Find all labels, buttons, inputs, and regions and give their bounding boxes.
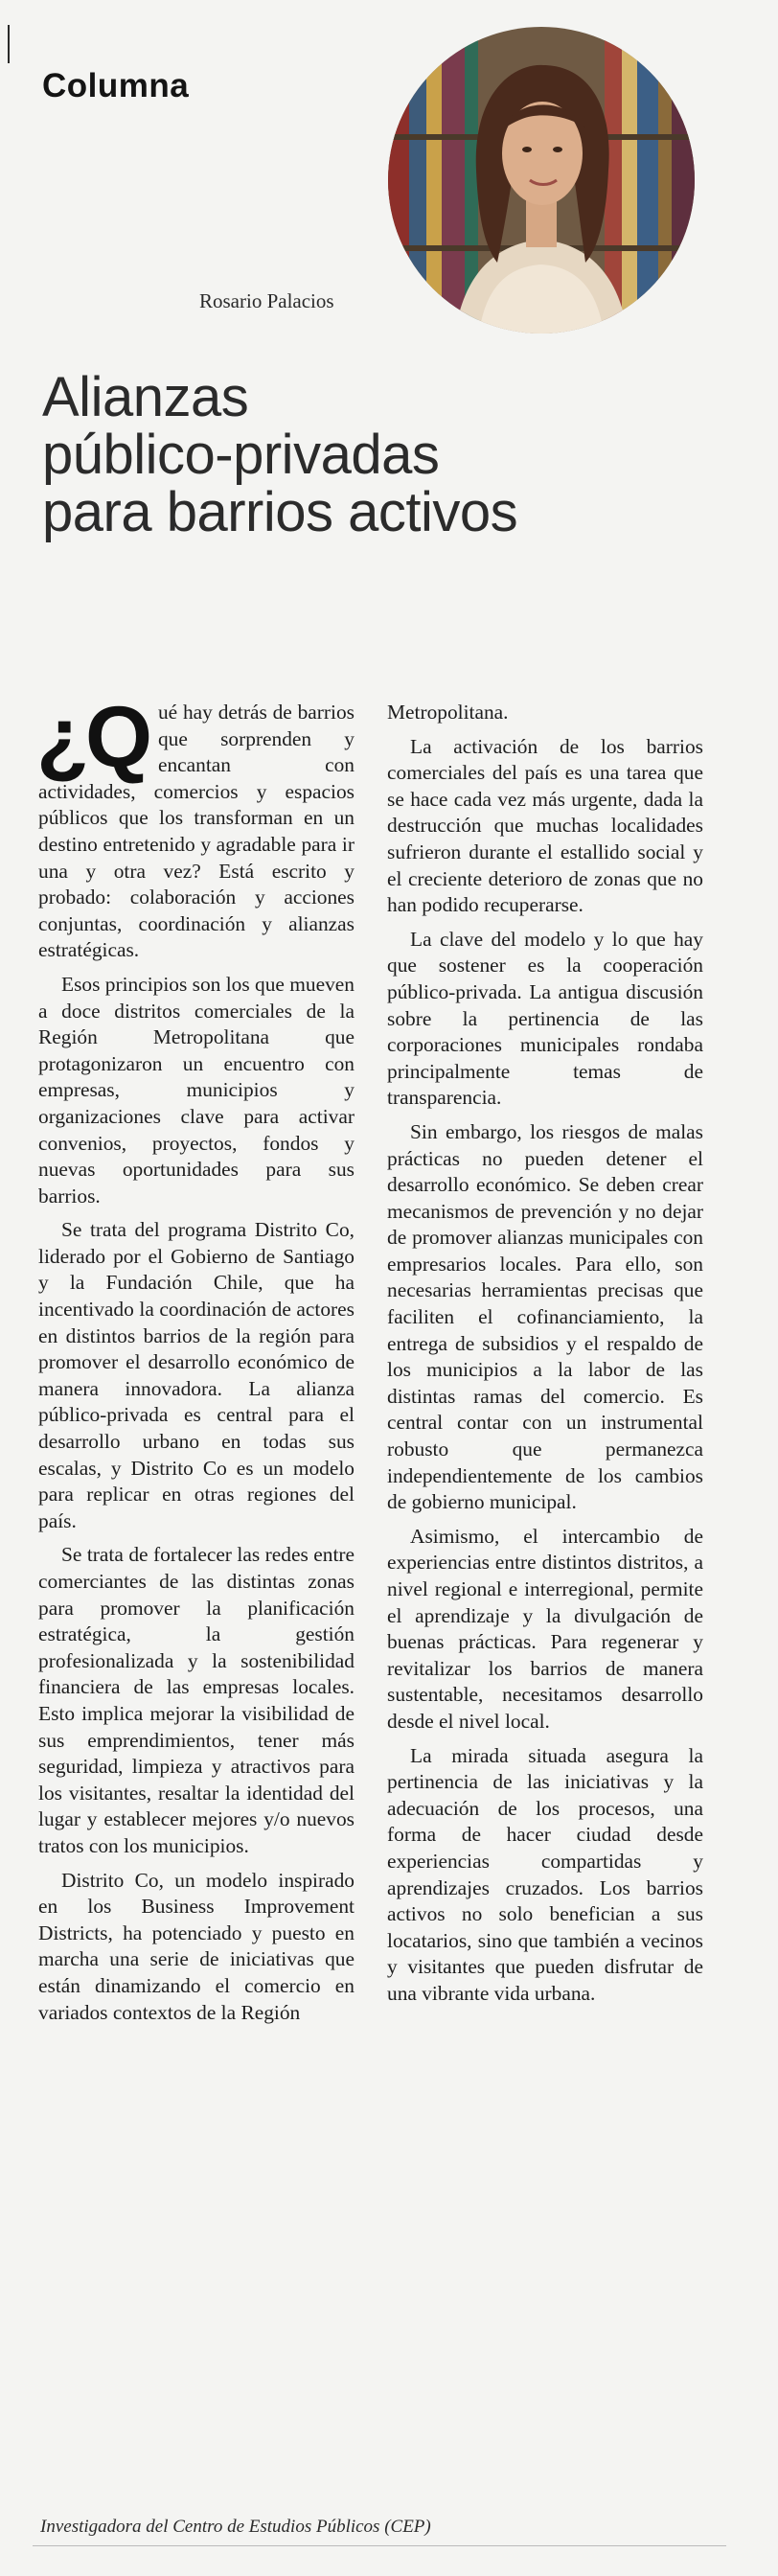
author-name: Rosario Palacios: [199, 289, 334, 312]
paragraph: Esos principios son los que mueven a doce distritos comerciales de la Región Metropolitana que protagonizaron un encuentro con empresas, municipios y organizaciones clave para activar convenios, proyectos, fondos y nuevas oportunidades para sus barrios.: [38, 972, 355, 1208]
paragraph: Asimismo, el intercambio de experiencias entre distintos distritos, a nivel regional e interregional, permite el aprendizaje y la divulgación de buenas prácticas. Para regenerar y revitalizar los barrios de manera sustentable, necesitamos desarrollo desde el nivel local.: [387, 1524, 703, 1733]
bottom-rule: [33, 2545, 726, 2546]
paragraph-text: ué hay detrás de barrios que sorprenden y encantan con actividades, comercios y espacios públicos que los transforman en un destino entretenido y agradable para ir una y otra vez? Está escrito y probado: colaboración y acciones conjuntas, coordinación y alianzas estratégicas.: [38, 701, 355, 962]
paragraph: Metropolitana.: [387, 701, 509, 724]
paragraph: La mirada situada asegura la pertinencia de las iniciativas y la adecuación de los procesos, una forma de hacer ciudad desde experiencias compartidas y aprendizajes cruzados. Los barrios activos no solo benefician a sus locatarios, sino que también a vecinos y visitantes que pueden disfrutar de una vibrante vida urbana.: [387, 1743, 703, 2005]
paragraph: [36, 690, 355, 964]
paragraph: La clave del modelo y lo que hay que sostener es la cooperación público-privada. La antigua discusión sobre la pertinencia de las corporaciones municipales rondaba principalmente temas de transparencia.: [387, 927, 703, 1110]
headline-line: Alianzas: [42, 366, 249, 428]
article-column-right: [387, 700, 703, 2015]
drop-cap: ¿Q: [36, 690, 149, 786]
paragraph: Se trata de fortalecer las redes entre comerciantes de las distintas zonas para promover la planificación estratégica, la gestión profesionalizada y la sostenibilidad financiera de las empresas locales. Esto implica mejorar la visibilidad de sus emprendimientos, tener más seguridad, limpieza y atractivos para los visitantes, resaltar la identidad del lugar y establecer mejores y/o nuevos tratos con los municipios.: [38, 1543, 355, 1857]
author-credit: Investigadora del Centro de Estudios Públicos (CEP): [40, 2517, 431, 2537]
headline-line: público-privadas: [42, 424, 440, 486]
paragraph: La activación de los barrios comerciales del país es una tarea que se hace cada vez más urgente, dada la destrucción que muchas localidades sufrieron durante el estallido social y el creciente deterioro de zonas que no han podido recuperarse.: [387, 734, 703, 917]
article-column-left: [36, 690, 355, 2034]
section-label: Columna: [42, 67, 190, 104]
paragraph: Se trata del programa Distrito Co, liderado por el Gobierno de Santiago y la Fundación Chile, que ha incentivado la coordinación de actores en distintos barrios de la región para promover el desarrollo económico de manera innovadora. La alianza público-privada es central para el desarrollo urbano en todas sus escalas, y Distrito Co es un modelo para replicar en otras regiones del país.: [38, 1218, 355, 1532]
headline-line: para barrios activos: [42, 481, 518, 543]
headline: [42, 366, 703, 543]
top-rule: [8, 25, 10, 63]
paragraph: Sin embargo, los riesgos de malas prácticas no pueden detener el desarrollo económico. Se deben crear mecanismos de prevención y no dejar de promover alianzas municipales con empresarios locales. Para ello, son necesarias herramientas precisas que faciliten el cofinanciamiento, la entrega de subsidios y el respaldo de los municipios a la labor de las distintas ramas del comercio. Es central contar con un instrumental robusto que permanezca independientemente de los cambios de gobierno municipal.: [387, 1119, 703, 1514]
paragraph: Distrito Co, un modelo inspirado en los Business Improvement Districts, ha potenciado y puesto en marcha una serie de iniciativas que están dinamizando el comercio en variados contextos de la Región: [38, 1868, 355, 2024]
author-photo: [388, 27, 695, 334]
